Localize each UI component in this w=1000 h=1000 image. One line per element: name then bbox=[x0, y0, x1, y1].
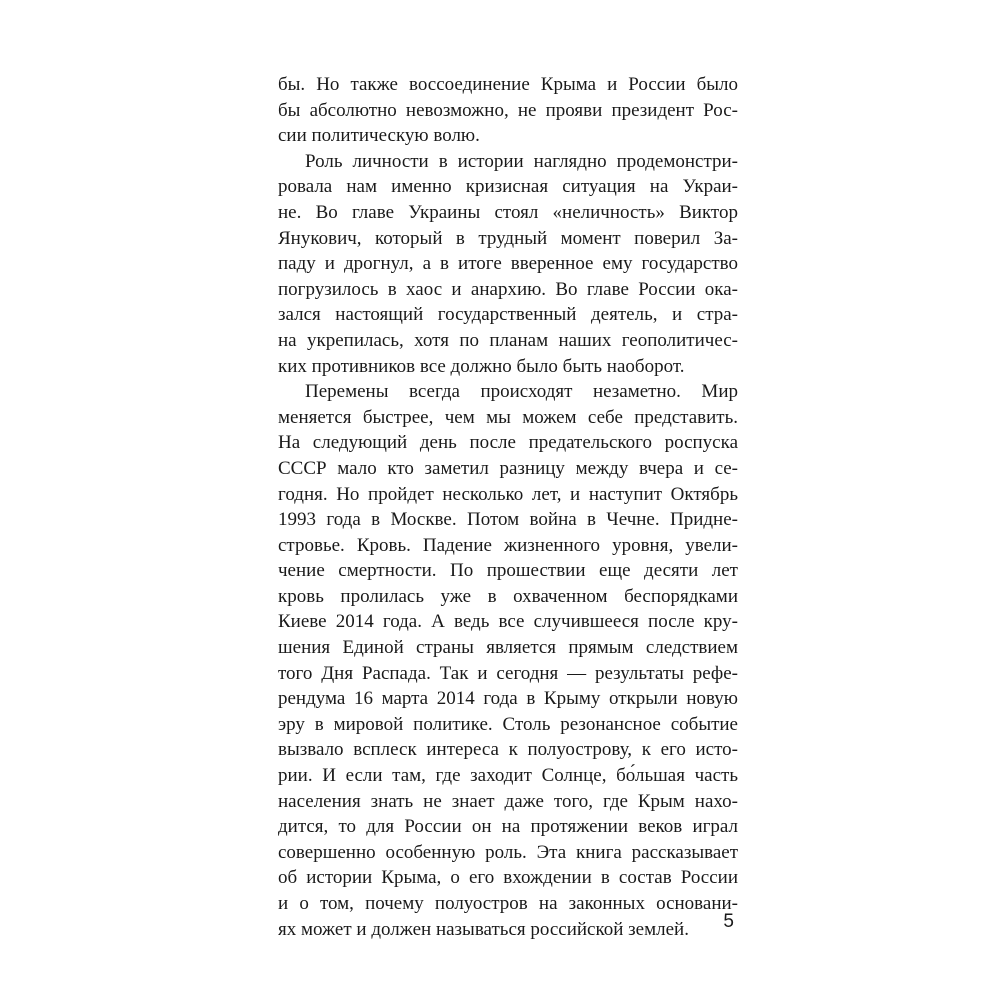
text-line: ровала нам именно кризисная ситуация на Украи- bbox=[278, 176, 738, 198]
text-line: сии политическую волю. bbox=[278, 125, 480, 147]
text-line: Роль личности в истории наглядно продемонстри- bbox=[305, 150, 738, 172]
text-line: 1993 года в Москве. Потом война в Чечне. Придне- bbox=[278, 509, 738, 531]
text-line: На следующий день после предательского роспуска bbox=[278, 432, 738, 454]
text-line: вызвало всплеск интереса к полуострову, к его исто- bbox=[278, 739, 738, 761]
text-line: стровье. Кровь. Падение жизненного уровня, увели- bbox=[278, 534, 738, 556]
text-line: на укрепилась, хотя по планам наших геополитичес- bbox=[278, 329, 738, 351]
text-line: не. Во главе Украины стоял «неличность» Виктор bbox=[278, 201, 738, 223]
text-line: чение смертности. По прошествии еще десяти лет bbox=[278, 560, 738, 582]
text-line: СССР мало кто заметил разницу между вчера и се- bbox=[278, 457, 738, 479]
text-line: рендума 16 марта 2014 года в Крыму открыли новую bbox=[278, 688, 738, 710]
text-line: рии. И если там, где заходит Солнце, бо́льшая часть bbox=[278, 765, 738, 787]
text-line: Янукович, который в трудный момент поверил За- bbox=[278, 227, 738, 249]
text-line: кровь пролилась уже в охваченном беспорядками bbox=[278, 585, 738, 607]
text-line: зался настоящий государственный деятель, и стра- bbox=[278, 304, 738, 326]
page-number: 5 bbox=[723, 911, 734, 932]
text-line: эру в мировой политике. Столь резонансное событие bbox=[278, 713, 738, 735]
text-line: погрузилось в хаос и анархию. Во главе России ока- bbox=[278, 278, 738, 300]
body-text bbox=[278, 72, 738, 942]
text-line: Киеве 2014 года. А ведь все случившееся после кру- bbox=[278, 611, 738, 633]
text-line: ких противников все должно было быть наоборот. bbox=[278, 355, 685, 377]
paragraph-1 bbox=[278, 72, 738, 149]
text-line: Перемены всегда происходят незаметно. Мир bbox=[305, 381, 738, 403]
text-line: меняется быстрее, чем мы можем себе представить. bbox=[278, 406, 738, 428]
text-line: того Дня Распада. Так и сегодня — результаты рефе- bbox=[278, 662, 738, 684]
text-line: бы. Но также воссоединение Крыма и России было bbox=[278, 74, 738, 95]
text-line: населения знать не знает даже того, где Крым нахо- bbox=[278, 790, 738, 812]
text-line: и о том, почему полуостров на законных основани- bbox=[278, 893, 738, 914]
text-line: паду и дрогнул, а в итоге вверенное ему государство bbox=[278, 253, 738, 275]
text-line: ях может и должен называться российской землей. bbox=[278, 918, 689, 940]
text-line: годня. Но пройдет несколько лет, и наступит Октябрь bbox=[278, 483, 738, 505]
paragraph-2 bbox=[278, 149, 738, 379]
text-line: бы абсолютно невозможно, не прояви президент Рос- bbox=[278, 99, 738, 121]
text-line: совершенно особенную роль. Эта книга рассказывает bbox=[278, 841, 738, 863]
paragraph-3 bbox=[278, 379, 738, 942]
text-line: дится, то для России он на протяжении веков играл bbox=[278, 816, 738, 838]
text-line: об истории Крыма, о его вхождении в состав России bbox=[278, 867, 738, 889]
text-line: шения Единой страны является прямым следствием bbox=[278, 637, 738, 659]
